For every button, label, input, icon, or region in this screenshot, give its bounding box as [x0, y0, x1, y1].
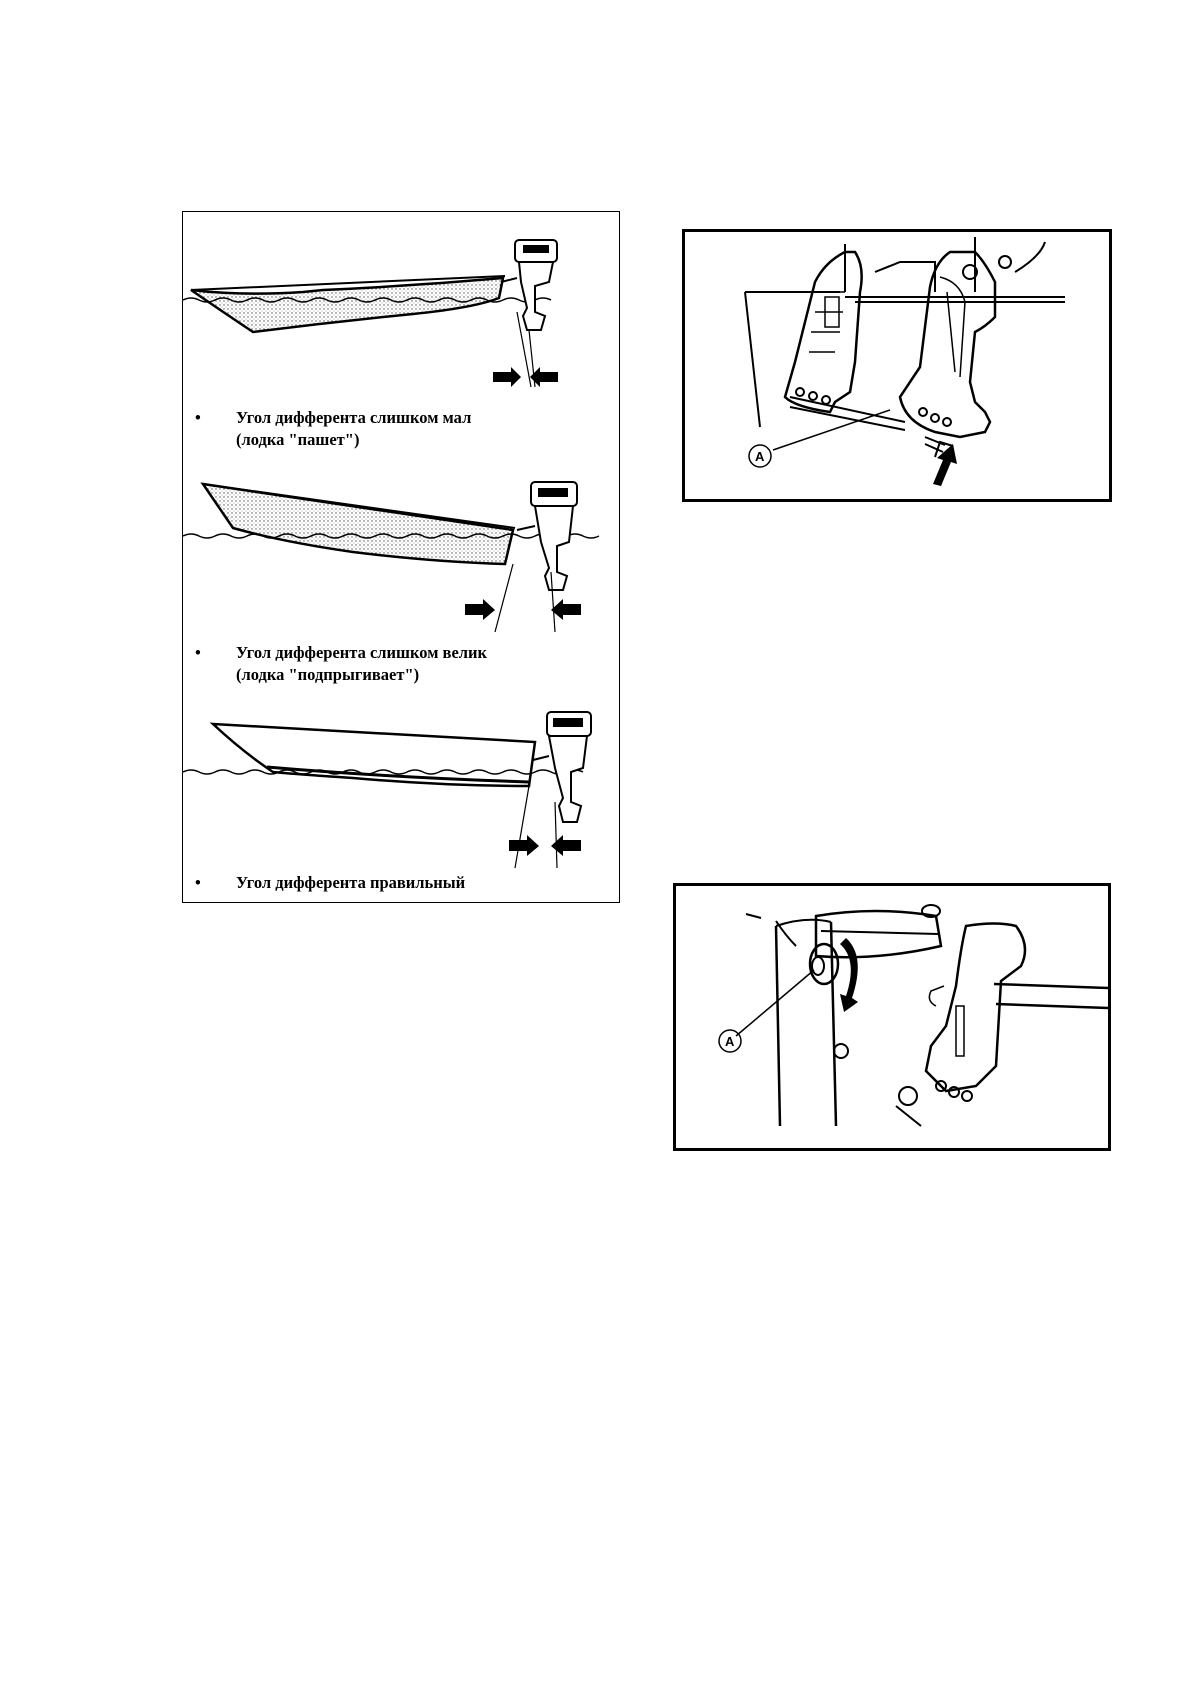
adjust-knob-drawing	[676, 886, 1108, 1148]
rotate-arrow-icon	[840, 938, 858, 1012]
trim-angle-illustrations	[183, 212, 621, 904]
clamp-bracket-figure	[682, 229, 1112, 502]
outboard-motor-1	[493, 240, 558, 387]
trim-angle-panel	[182, 211, 620, 903]
caption-line-2: (лодка "подпрыгивает")	[236, 665, 420, 684]
arrow-right-icon	[509, 835, 539, 856]
outboard-motor-3	[509, 712, 591, 868]
caption-line-1: Угол дифферента слишком велик	[236, 643, 488, 662]
label-a: A	[725, 1034, 735, 1049]
arrow-right-icon	[465, 599, 495, 620]
boat-bow-down	[183, 276, 551, 332]
bullet-icon: •	[195, 643, 201, 662]
label-a: A	[755, 449, 765, 464]
caption-line-1: Угол дифферента слишком мал	[236, 408, 472, 427]
bullet-icon: •	[195, 408, 201, 427]
caption-line-2: (лодка "пашет")	[236, 430, 360, 449]
caption-line-1: Угол дифферента правильный	[236, 873, 466, 892]
arrow-left-icon	[551, 599, 581, 620]
arrow-right-icon	[493, 367, 521, 387]
adjust-knob-figure	[673, 883, 1111, 1151]
bullet-icon: •	[195, 873, 201, 892]
boat-correct-trim	[183, 724, 583, 786]
clamp-bracket-drawing	[685, 232, 1109, 499]
